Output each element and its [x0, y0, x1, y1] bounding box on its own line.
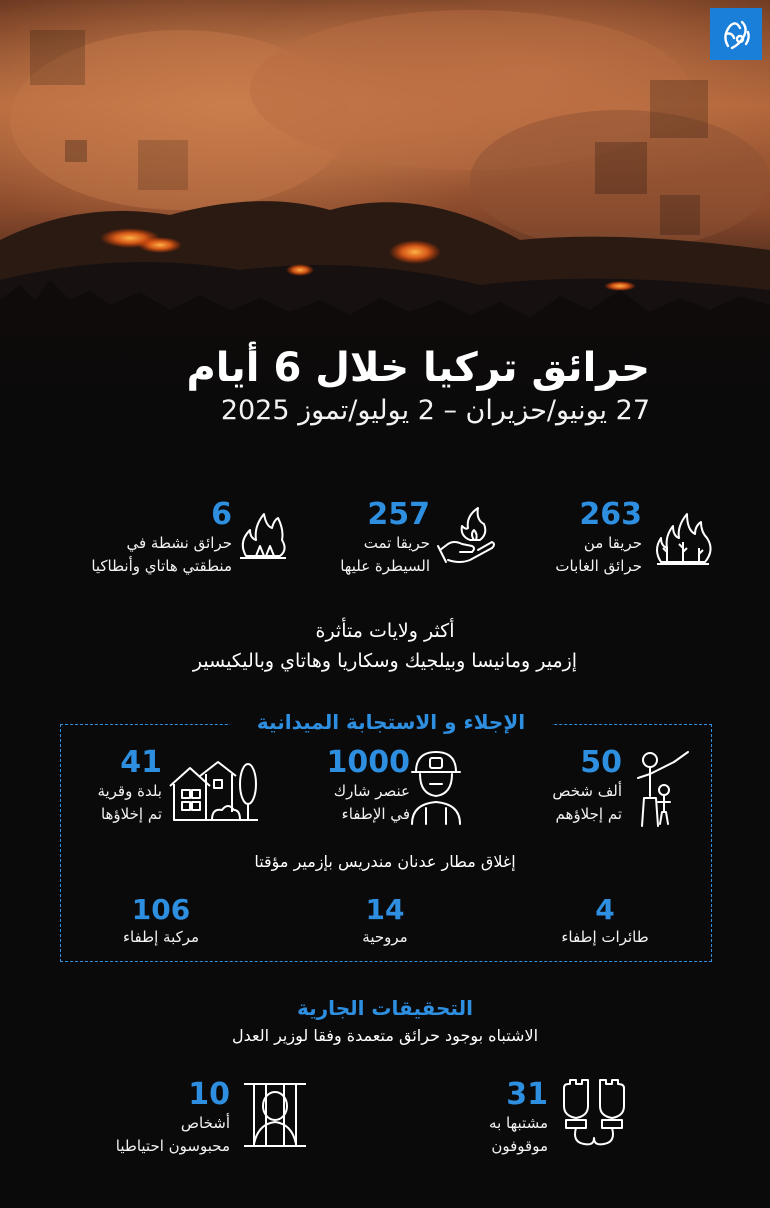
stat-detained-people — [30, 1078, 230, 1158]
stat-label-line1: أشخاص — [180, 1114, 230, 1132]
equipment-number: 4 — [595, 893, 615, 926]
stat-label-line2: في الإطفاء — [341, 805, 410, 823]
equipment-aircraft — [540, 894, 670, 948]
stat-active-fires — [42, 498, 232, 578]
stat-number: 10 — [188, 1077, 230, 1112]
provinces-list: إزمير ومانيسا وبيلجيك وسكاريا وهاتاي وباليكيسير — [192, 650, 578, 672]
page-title: حرائق تركيا خلال 6 أيام — [186, 345, 650, 391]
stat-label-line1: بلدة وقرية — [97, 782, 162, 800]
stat-forest-fires — [492, 498, 642, 578]
family-icon — [628, 748, 694, 832]
forest-fire-icon — [647, 502, 719, 574]
stat-label-line1: ألف شخص — [552, 782, 622, 800]
stat-controlled-fires — [280, 498, 430, 578]
stat-arrested-suspects — [418, 1078, 548, 1158]
stat-label-line1: حرائق نشطة في — [126, 534, 232, 552]
equipment-vehicles — [96, 894, 226, 948]
equipment-label: طائرات إطفاء — [561, 928, 649, 946]
equipment-number: 14 — [365, 893, 405, 926]
stat-firefighters — [300, 746, 410, 826]
stat-label-line1: مشتبها به — [489, 1114, 548, 1132]
stat-label-line1: حريقا تمت — [363, 534, 430, 552]
stat-label-line2: تم إجلاؤهم — [555, 805, 622, 823]
village-icon — [166, 756, 262, 826]
date-range: 27 يونيو/حزيران – 2 يوليو/تموز 2025 — [220, 395, 650, 426]
stat-number: 257 — [367, 497, 430, 532]
firefighter-icon — [408, 748, 464, 828]
stat-label-line1: حريقا من — [583, 534, 642, 552]
stat-label-line2: منطقتي هاتاي وأنطاكيا — [91, 557, 232, 575]
stat-evacuated-villages — [52, 746, 162, 826]
equipment-label: مروحية — [362, 928, 408, 946]
evacuation-title: الإجلاء و الاستجابة الميدانية — [230, 708, 552, 738]
stat-number: 41 — [120, 745, 162, 780]
stat-label-line2: السيطرة عليها — [340, 557, 430, 575]
stat-label-line2: موقوفون — [491, 1137, 548, 1155]
stat-evacuated-people — [512, 746, 622, 826]
investigations-note: الاشتباه بوجود حرائق متعمدة وفقا لوزير العدل — [231, 1026, 539, 1045]
prison-bars-icon — [240, 1080, 310, 1150]
equipment-number: 106 — [131, 893, 191, 926]
hand-flame-icon — [436, 500, 502, 570]
stat-label-line1: عنصر شارك — [333, 782, 410, 800]
stat-number: 1000 — [326, 745, 410, 780]
stat-number: 6 — [211, 497, 232, 532]
stat-number: 31 — [506, 1077, 548, 1112]
airport-closure-note: إغلاق مطار عدنان مندريس بإزمير مؤقتا — [254, 852, 516, 871]
stat-label-line2: محبوسون احتياطيا — [115, 1137, 230, 1155]
provinces-heading: أكثر ولايات متأثرة — [315, 620, 455, 642]
investigations-title: التحقيقات الجارية — [297, 996, 473, 1020]
handcuffs-icon — [558, 1076, 630, 1150]
stat-number: 263 — [579, 497, 642, 532]
equipment-helicopters — [320, 894, 450, 948]
stat-label-line2: حرائق الغابات — [555, 557, 642, 575]
equipment-label: مركبة إطفاء — [122, 928, 200, 946]
aljazeera-logo-icon — [710, 8, 762, 60]
stat-label-line2: تم إخلاؤها — [100, 805, 162, 823]
stat-number: 50 — [580, 745, 622, 780]
active-fire-icon — [236, 500, 290, 566]
